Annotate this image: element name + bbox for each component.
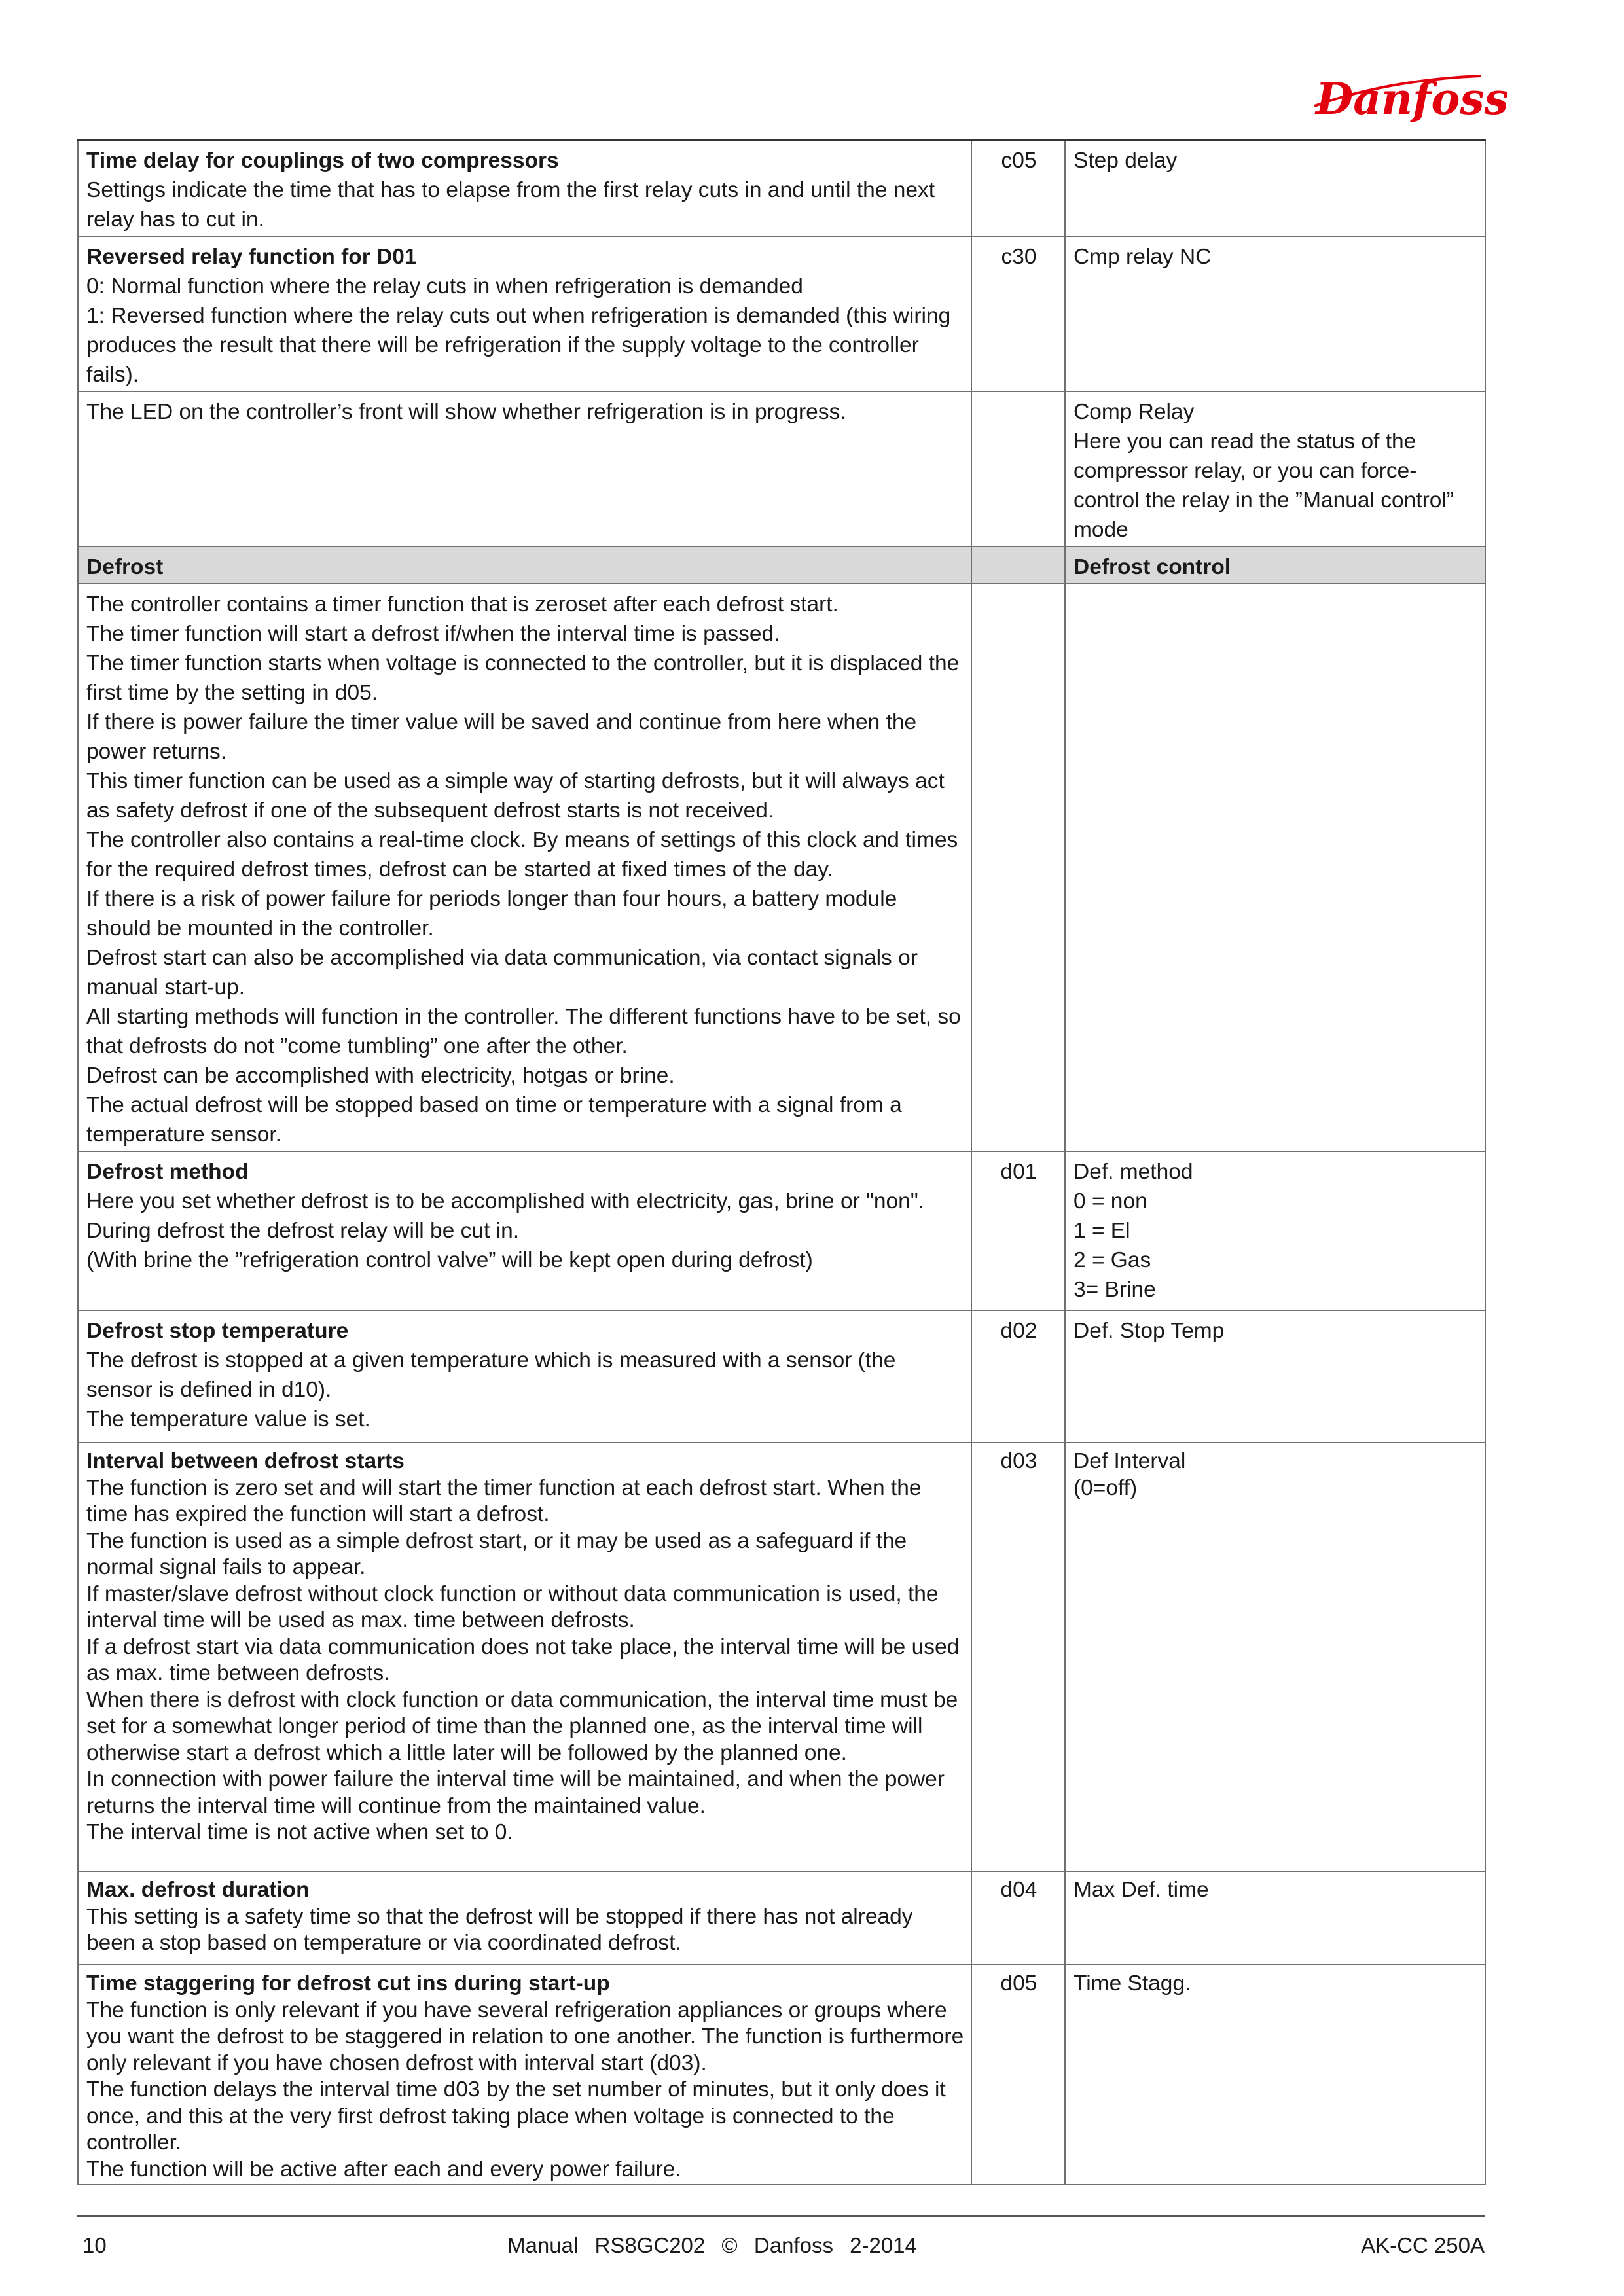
parameter-label: Comp Relay Here you can read the status of the compressor relay, or you can force-control the relay in the ”Manual control” mode [1065,391,1485,547]
parameter-code: d04 [971,1871,1065,1965]
description-cell [78,236,971,391]
parameter-label: Cmp relay NC [1065,236,1485,391]
row-title: Max. defrost duration [86,1878,310,1902]
row-text: The controller contains a timer function that is zeroset after each defrost start. The timer function will start a defrost if/when the interval time is passed. The timer function starts when voltage is connected to the controller, but it is displaced the first time by the setting in d05. If there is power failure the timer value will be saved and continue from here when the power returns. This timer function can be used as a simple way of starting defrosts, but it will always act as safety defrost if one of the subsequent defrost starts is not received. The controller also contains a real-time clock. By means of settings of this clock and times for the required defrost times, defrost can be started at fixed times of the day. If there is a risk of power failure for periods longer than four hours, a battery module should be mounted in the controller. Defrost start can also be accomplished via data communication, via contact signals or manual start-up. All starting methods will function in the controller. The different functions have to be set, so that defrosts do not ”come tumbling” one after the other. Defrost can be accomplished with electricity, hotgas or brine. The actual defrost will be stopped based on time or temperature with a signal from a temperature sensor. [86,592,961,1147]
parameter-code: d02 [971,1310,1065,1443]
description-cell [78,1871,971,1965]
row-title: Time delay for couplings of two compressors [86,149,559,173]
row-text: The function is only relevant if you have several refrigeration appliances or groups where you want the defrost to be staggered in relation to one another. The function is furthermore only relevant if you have chosen defrost with interval start (d03). The function delays the interval time d03 by the set number of minutes, but it only does it once, and this at the very first defrost taking place when voltage is connected to the controller. The function will be active after each and every power failure. [86,1998,964,2181]
footer-document-info: Manual RS8GC202 © Danfoss 2-2014 [507,2233,917,2257]
row-text: Here you set whether defrost is to be accomplished with electricity, gas, brine or "non". During defrost the defrost relay will be cut in. (With brine the ”refrigeration control valve” will be kept open during defrost) [86,1189,925,1272]
logo-wordmark: Danfoss [1316,73,1509,124]
row-text: Settings indicate the time that has to elapse from the first relay cuts in and until the next relay has to cut in. [86,178,935,232]
row-comp-relay [78,391,1485,547]
parameter-label: Def. method 0 = non 1 = El 2 = Gas 3= Brine [1065,1151,1485,1310]
row-max-def-time [78,1871,1485,1965]
row-title: Reversed relay function for D01 [86,245,417,269]
parameter-code: c30 [971,236,1065,391]
page-number: 10 [82,2233,107,2257]
parameter-code: c05 [971,140,1065,237]
footer-product-name: AK-CC 250A [1361,2233,1485,2257]
description-cell [78,1310,971,1443]
row-cmp-relay-nc [78,236,1485,391]
row-defrost-intro [78,584,1485,1151]
parameter-label: Time Stagg. [1065,1965,1485,2185]
section-header-defrost [78,547,1485,584]
description-cell [78,1443,971,1871]
row-def-method [78,1151,1485,1310]
row-text: 0: Normal function where the relay cuts in when refrigeration is demanded 1: Reversed function where the relay cuts out when refrigeration is demanded (this wiring produces the result that there will be refrigeration if the supply voltage to the controller fails). [86,274,951,387]
parameter-label [1065,584,1485,1151]
row-text: The LED on the controller’s front will show whether refrigeration is in progress. [86,400,846,424]
description-cell [78,391,971,547]
description-cell [78,1965,971,2185]
parameter-label: Def Interval (0=off) [1065,1443,1485,1871]
parameter-code: d03 [971,1443,1065,1871]
row-text: The defrost is stopped at a given temperature which is measured with a sensor (the sensor is defined in d10). The temperature value is set. [86,1348,896,1431]
parameter-label: Max Def. time [1065,1871,1485,1965]
row-def-interval [78,1443,1485,1871]
parameter-code [971,391,1065,547]
parameter-label: Step delay [1065,140,1485,237]
section-title: Defrost [78,547,971,584]
danfoss-logo [1309,55,1509,127]
row-time-stagg [78,1965,1485,2185]
parameter-code: d05 [971,1965,1065,2185]
row-title: Interval between defrost starts [86,1449,405,1473]
row-title: Defrost method [86,1160,249,1184]
description-cell [78,584,971,1151]
row-text: This setting is a safety time so that the defrost will be stopped if there has not already been a stop based on temperature or via coordinated defrost. [86,1904,913,1955]
parameter-code [971,547,1065,584]
row-def-stop-temp [78,1310,1485,1443]
section-label: Defrost control [1065,547,1485,584]
footer-divider [77,2215,1485,2217]
description-cell [78,140,971,237]
row-title: Time staggering for defrost cut ins during start-up [86,1971,610,1996]
row-text: The function is zero set and will start the timer function at each defrost start. When the time has expired the function will start a defrost. The function is used as a simple defrost start, or it may be used as a safeguard if the normal signal fails to appear. If master/slave defrost without clock function or without data communication is used, the interval time will be used as max. time between defrosts. If a defrost start via data communication does not take place, the interval time will be used as max. time between defrosts. When there is defrost with clock function or data communication, the interval time must be set for a somewhat longer period of time than the planned one, as the interval time will otherwise start a defrost which a little later will be followed by the planned one. In connection with power failure the interval time will be maintained, and when the power returns the interval time will continue from the maintained value. The interval time is not active when set to 0. [86,1475,960,1844]
page-footer [77,2233,1485,2266]
row-step-delay [78,140,1485,237]
parameter-table [77,139,1486,2185]
parameter-label: Def. Stop Temp [1065,1310,1485,1443]
parameter-code [971,584,1065,1151]
description-cell [78,1151,971,1310]
parameter-code: d01 [971,1151,1065,1310]
row-title: Defrost stop temperature [86,1319,349,1343]
